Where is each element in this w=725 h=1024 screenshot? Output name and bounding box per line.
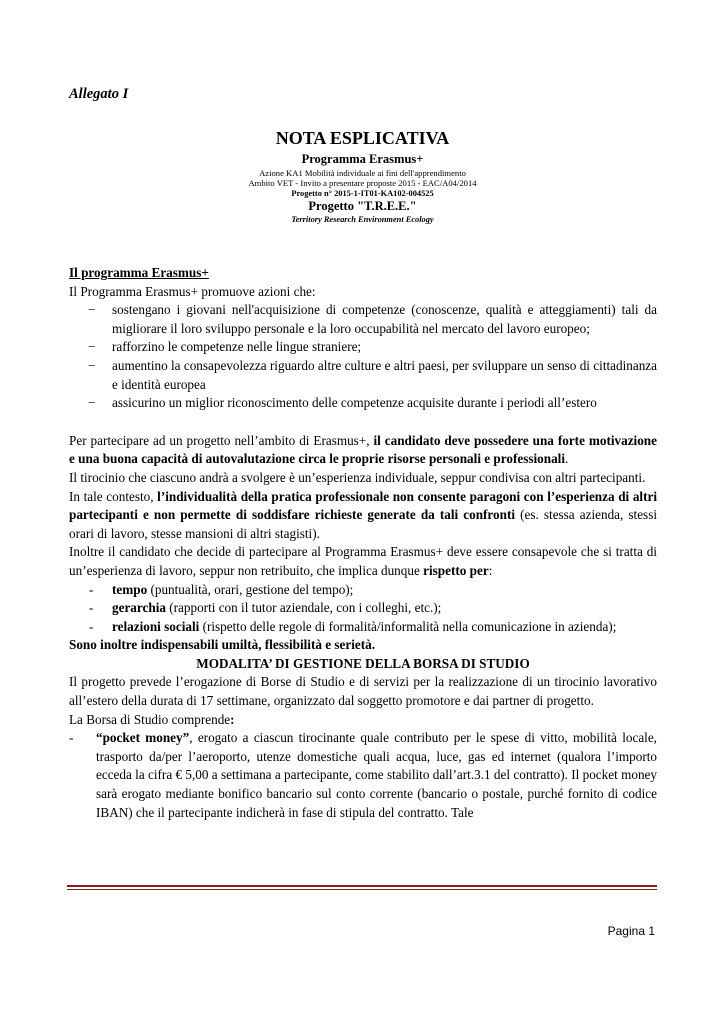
closing-statement: Sono inoltre indispensabili umiltà, flessibilità e serietà.: [69, 637, 376, 653]
list-item: - “pocket money”, erogato a ciascun tirocinante quale contributo per le spese di vitto, mobilità locale, trasporto da/per l’aeroporto, utenze domestiche quali acqua, luce, gas ed internet (qualora l’importo ecceda la cifra € 5,00 a settimana a partecipante, come stabilito dall’art.3.1 del contratto). Il pocket money sarà erogato mediante bonifico bancario sul conto corrente (bancario o postale, purché fornito di codice IBAN) che il partecipante indicherà in fase di stipula del contratto. Tale: [69, 730, 657, 820]
paragraph-scholarship-includes: La Borsa di Studio comprende:: [69, 711, 235, 727]
paragraph-respect: Inoltre il candidato che decide di partecipare al Programma Erasmus+ deve essere consapevole che si tratta di un’esperienza di lavoro, seppur non retribuito, che implica dunque rispetto per:: [69, 544, 657, 578]
dash-bullet: −: [88, 395, 96, 411]
programme-name: Programma Erasmus+: [301, 152, 424, 166]
intro-text: Il Programma Erasmus+ promuove azioni che:: [69, 283, 316, 299]
document-title: NOTA ESPLICATIVA: [275, 128, 450, 148]
dash-bullet: -: [89, 600, 94, 616]
project-name: Progetto "T.R.E.E.": [308, 199, 417, 213]
call-line: Ambito VET - Invito a presentare proposte 2015 - EAC/A04/2014: [248, 178, 477, 188]
dash-bullet: -: [89, 581, 94, 597]
list-item: − sostengano i giovani nell'acquisizione di competenze (conoscenze, qualità e atteggiamenti) tali da migliorare il loro sviluppo personale e la loro occupabilità nel mercato del lavoro europeo;: [88, 302, 657, 336]
scholarship-list: [69, 729, 657, 822]
list-item: - tempo (puntualità, orari, gestione del tempo);: [69, 581, 657, 600]
section-heading-erasmus: Il programma Erasmus+: [69, 265, 209, 280]
annex-label: Allegato I: [69, 86, 129, 102]
list-item: - gerarchia (rapporti con il tutor aziendale, con i colleghi, etc.);: [69, 599, 657, 618]
dash-bullet: −: [88, 357, 96, 373]
footer-rule: [67, 885, 657, 887]
paragraph-project: Il progetto prevede l’erogazione di Borse di Studio e di servizi per la realizzazione di un tirocinio lavorativo all’estero della durata di 17 settimane, organizzato dal soggetto promotore e dai partner di progetto.: [69, 674, 657, 709]
project-subtitle: Territory Research Environment Ecology: [291, 215, 434, 224]
respect-list: [69, 581, 657, 637]
action-line: Azione KA1 Mobilità individuale ai fini dell'apprendimento: [259, 168, 466, 178]
dash-bullet: -: [89, 618, 94, 634]
list-item: - relazioni sociali (rispetto delle regole di formalità/informalità nella comunicazione in azienda);: [69, 618, 657, 637]
paragraph-context: In tale contesto, l’individualità della pratica professionale non consente paragoni con l’esperienza di altri partecipanti e non permette di soddisfare richieste generate da tali confronti (es. stessa azienda, stessi orari di lavoro, stesse mansioni di altri stagisti).: [69, 488, 658, 541]
paragraph-motivation: Per partecipare ad un progetto nell’ambito di Erasmus+, il candidato deve possedere una forte motivazione e una buona capacità di autovalutazione circa le proprie risorse personali e professionali.: [69, 432, 657, 467]
dash-bullet: -: [69, 730, 74, 746]
dash-bullet: −: [88, 302, 96, 318]
list-item: − assicurino un miglior riconoscimento delle competenze acquisite durante i periodi all’estero: [69, 394, 657, 413]
document-body: [69, 264, 657, 822]
section-heading-scholarship: MODALITA’ DI GESTIONE DELLA BORSA DI STUDIO: [196, 655, 530, 671]
dash-bullet: −: [88, 339, 96, 355]
list-item: − aumentino la consapevolezza riguardo altre culture e altri paesi, per sviluppare un senso di cittadinanza e identità europea: [88, 357, 657, 392]
aims-list: [69, 301, 657, 413]
paragraph-individual: Il tirocinio che ciascuno andrà a svolgere è un’esperienza individuale, seppur condivisa con altri partecipanti.: [69, 469, 646, 485]
page-number: Pagina 1: [607, 924, 655, 938]
list-item: − rafforzino le competenze nelle lingue straniere;: [69, 338, 657, 357]
project-number: Progetto n° 2015-1-IT01-KA102-004525: [291, 189, 434, 198]
footer-rule-thin: [67, 889, 657, 890]
